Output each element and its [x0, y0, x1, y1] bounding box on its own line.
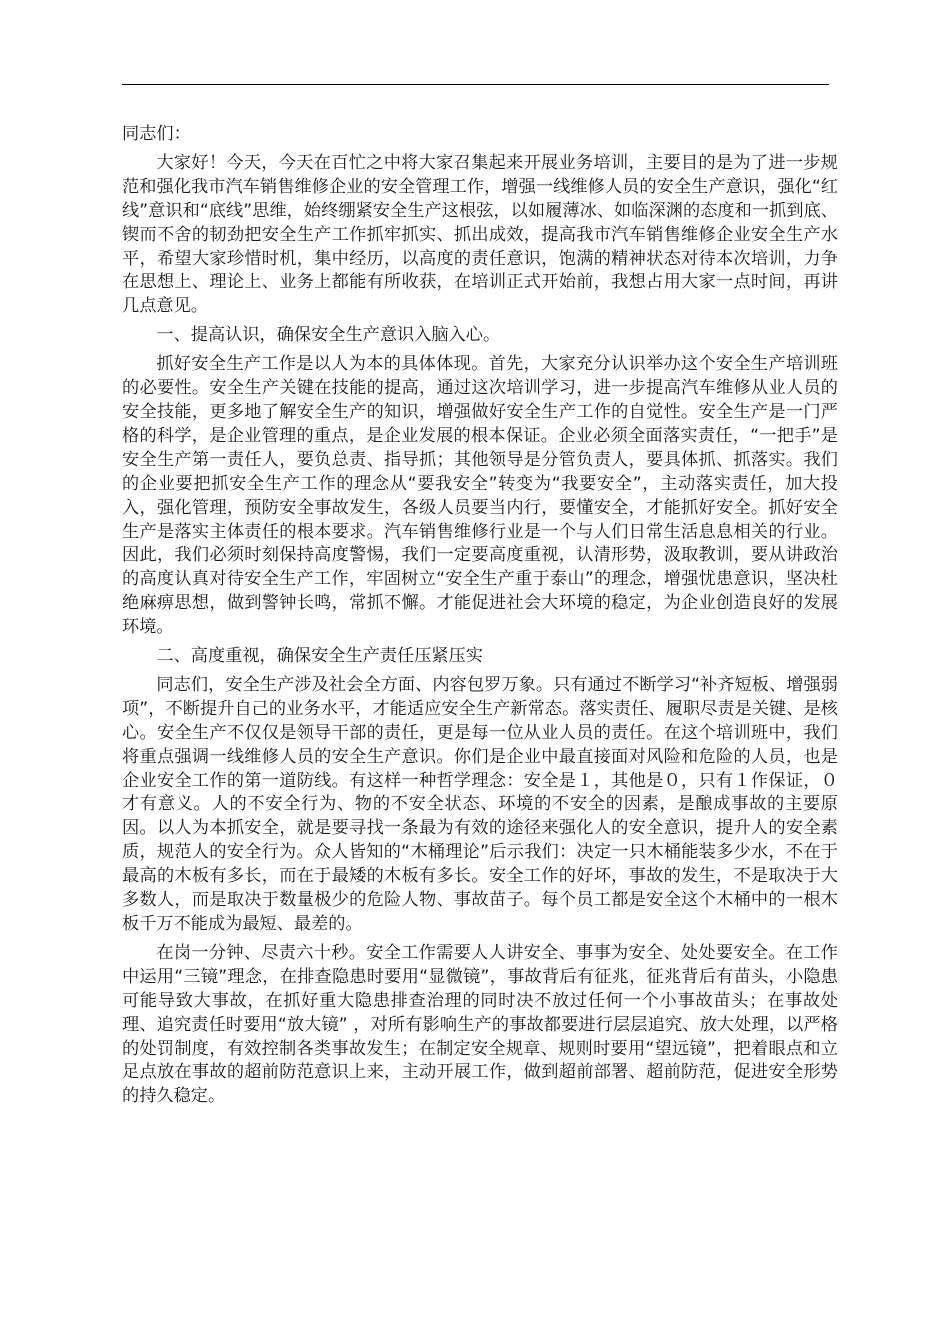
section-heading-1: 一、提高认识，确保安全生产意识入脑入心。 — [156, 325, 501, 346]
greeting: 同志们： — [122, 124, 191, 144]
paragraph-section-2-continued: 在岗一分钟、尽责六十秒。安全工作需要人人讲安全、事事为安全、处处要安全。在工作中运用“三镜”理念，在排查隐患时要用“显微镜”，事故背后有征兆，征兆背后有苗头，小隐患可能导致大事故，在抓好重大隐患排查治理的同时决不放过任何一个小事故苗头；在事故处理、追究责任时要用“放大镜” ，对所有影响生产的事故都要进行层层追究、放大处理，以严格的处罚制度，有效控制各类事故发生；在制定安全规章、规则时要用“望远镜”，把着眼点和立足点放在事故的超前防范意识上来，主动开展工作，做到超前部署、超前防范，促进安全形势的持久稳定。 — [122, 942, 838, 1107]
paragraph-opening: 大家好！今天，今天在百忙之中将大家召集起来开展业务培训，主要目的是为了进一步规范和强化我市汽车销售维修企业的安全管理工作，增强一线维修人员的安全生产意识，强化“红线”意识和“底线”思维，始终绷紧安全生产这根弦，以如履薄冰、如临深渊的态度和一抓到底、锲而不舍的韧劲把安全生产工作抓牢抓实、抓出成效，提高我市汽车销售维修企业安全生产水平，希望大家珍惜时机，集中经历，以高度的责任意识，饱满的精神状态对待本次培训，力争在思想上、理论上、业务上都能有所收获，在培训正式开始前，我想占用大家一点时间，再讲几点意见。 — [122, 152, 838, 317]
paragraph-section-1: 抓好安全生产工作是以人为本的具体体现。首先，大家充分认识举办这个安全生产培训班的必要性。安全生产关键在技能的提高，通过这次培训学习，进一步提高汽车维修从业人员的安全技能，更多地了解安全生产的知识，增强做好安全生产工作的自觉性。安全生产是一门严格的科学，是企业管理的重点，是企业发展的根本保证。企业必须全面落实责任，“一把手”是安全生产第一责任人，要负总责、指导抓；其他领导是分管负责人，要具体抓、抓落实。我们的企业要把抓安全生产工作的理念从“要我安全”转变为“我要安全”，主动落实责任，加大投入，强化管理，预防安全事故发生，各级人员要当内行，要懂安全，才能抓好安全。抓好安全生产是落实主体责任的根本要求。汽车销售维修行业是一个与人们日常生活息息相关的行业。因此，我们必须时刻保持高度警惕，我们一定要高度重视，认清形势，汲取教训，要从讲政治的高度认真对待安全生产工作，牢固树立“安全生产重于泰山”的理念，增强忧患意识，坚决杜绝麻痹思想，做到警钟长鸣，常抓不懈。才能促进社会大环境的稳定，为企业创造良好的发展环境。 — [122, 354, 838, 638]
header-rule — [122, 84, 829, 85]
paragraph-section-2: 同志们，安全生产涉及社会全方面、内容包罗万象。只有通过不断学习“补齐短板、增强弱项”，不断提升自己的业务水平，才能适应安全生产新常态。落实责任、履职尽责是关键、是核心。安全生产不仅仅是领导干部的责任，更是每一位从业人员的责任。在这个培训班中，我们将重点强调一线维修人员的安全生产意识。你们是企业中最直接面对风险和危险的人员，也是企业安全工作的第一道防线。有这样一种哲学理念：安全是１，其他是０，只有１作保证，０才有意义。人的不安全行为、物的不安全状态、环境的不安全的因素，是酿成事故的主要原因。以人为本抓安全，就是要寻找一条最为有效的途径来强化人的安全意识，提升人的安全素质，规范人的安全行为。众人皆知的“木桶理论”后示我们：决定一只木桶能装多少水，不在于最高的木板有多长，而在于最矮的木板有多长。安全工作的好坏，事故的发生，不是取决于大多数人，而是取决于数量极少的危险人物、事故苗子。每个员工都是安全这个木桶中的一根木板千万不能成为最短、最差的。 — [122, 674, 838, 934]
section-heading-2: 二、高度重视，确保安全生产责任压紧压实 — [156, 646, 483, 667]
document-body — [122, 123, 838, 1114]
